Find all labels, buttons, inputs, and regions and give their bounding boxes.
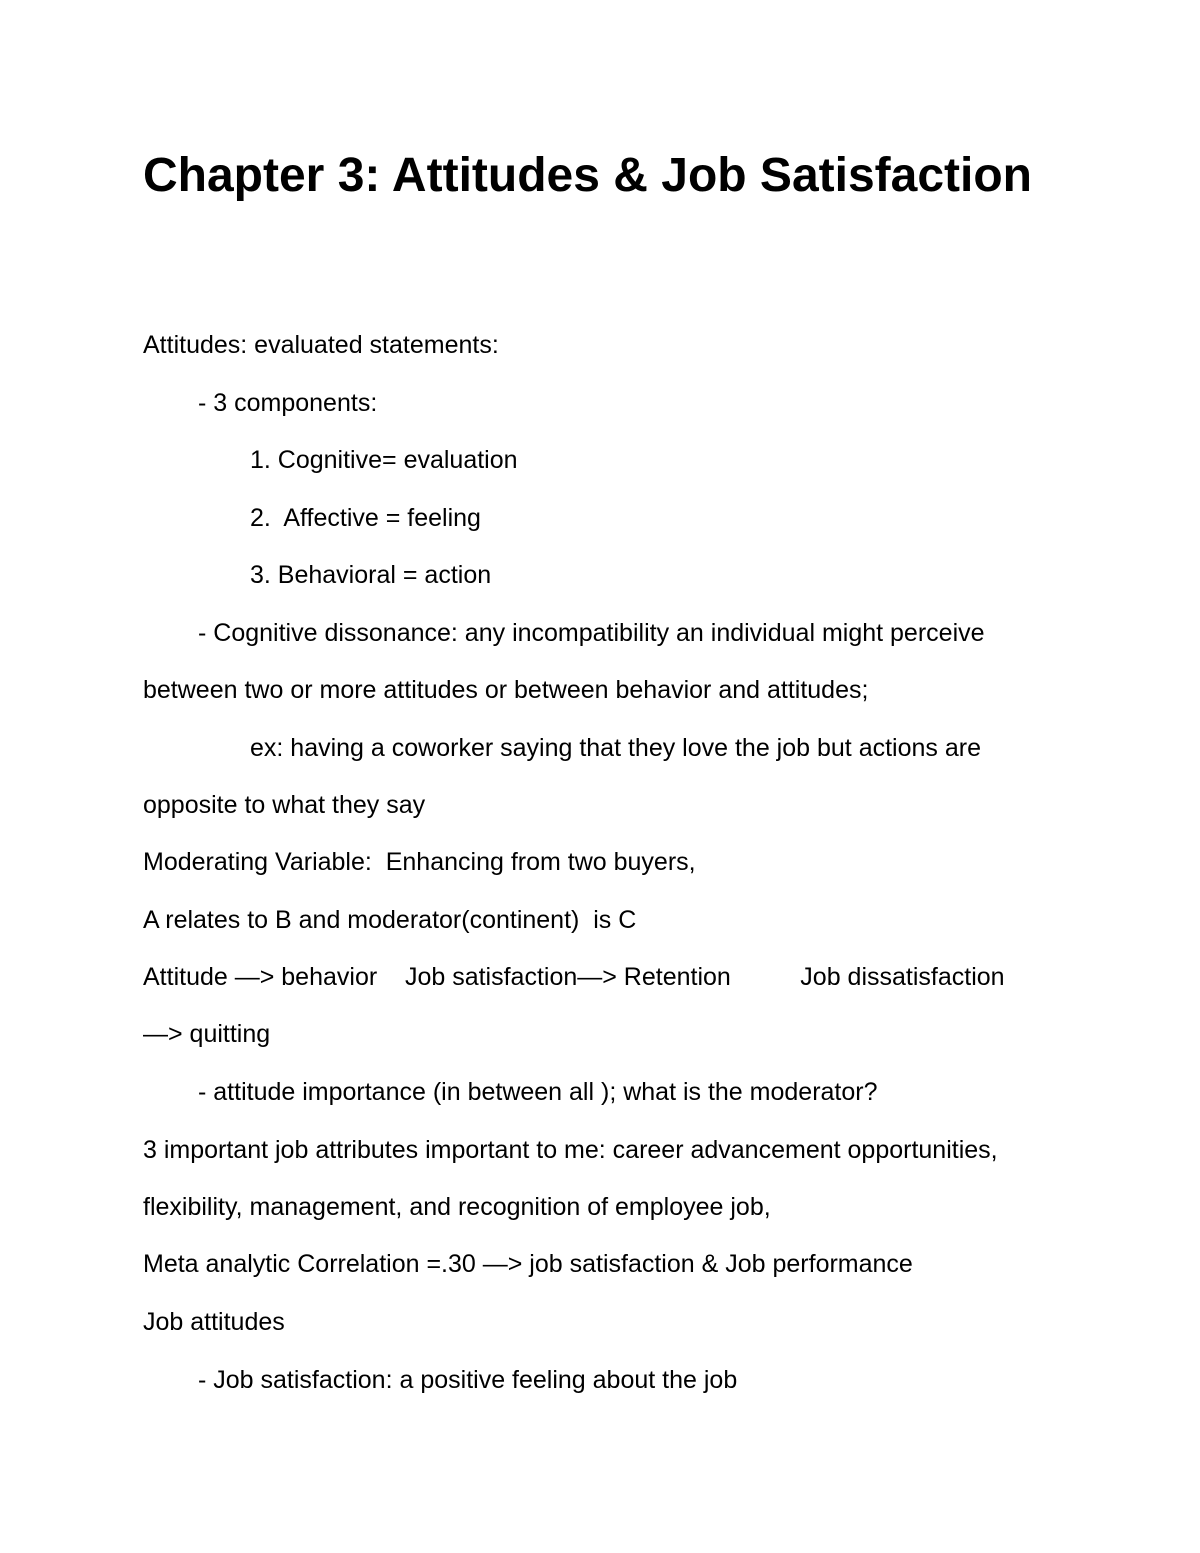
text-line-attributes: 3 important job attributes important to me: career advancement opportunities, — [143, 1136, 998, 1164]
text-line-meta: Meta analytic Correlation =.30 —> job satisfaction & Job performance — [143, 1250, 913, 1278]
text-line-dissonance: - Cognitive dissonance: any incompatibility an individual might perceive — [198, 619, 985, 647]
text-line-dissonance-cont: between two or more attitudes or between behavior and attitudes; — [143, 676, 869, 704]
text-line-attributes-cont: flexibility, management, and recognition of employee job, — [143, 1193, 771, 1221]
list-item-cognitive: 1. Cognitive= evaluation — [250, 446, 518, 474]
page-title: Chapter 3: Attitudes & Job Satisfaction — [143, 149, 1032, 202]
text-line-example: ex: having a coworker saying that they love the job but actions are — [250, 734, 981, 762]
text-line-job-attitudes: Job attitudes — [143, 1308, 285, 1336]
text-line-example-cont: opposite to what they say — [143, 791, 426, 819]
text-line-components-header: - 3 components: — [198, 389, 378, 417]
text-line-relates: A relates to B and moderator(continent) is C — [143, 906, 637, 934]
text-line-attitudes: Attitudes: evaluated statements: — [143, 331, 499, 359]
list-item-behavioral: 3. Behavioral = action — [250, 561, 492, 589]
list-item-affective: 2. Affective = feeling — [250, 504, 481, 532]
text-line-moderating: Moderating Variable: Enhancing from two buyers, — [143, 848, 696, 876]
text-line-attitude-chain: Attitude —> behavior Job satisfaction—> Retention Job dissatisfaction — [143, 963, 1005, 991]
text-line-attitude-chain-cont: —> quitting — [143, 1020, 271, 1048]
text-line-importance: - attitude importance (in between all ); what is the moderator? — [198, 1078, 878, 1106]
text-line-job-satisfaction: - Job satisfaction: a positive feeling about the job — [198, 1366, 738, 1394]
